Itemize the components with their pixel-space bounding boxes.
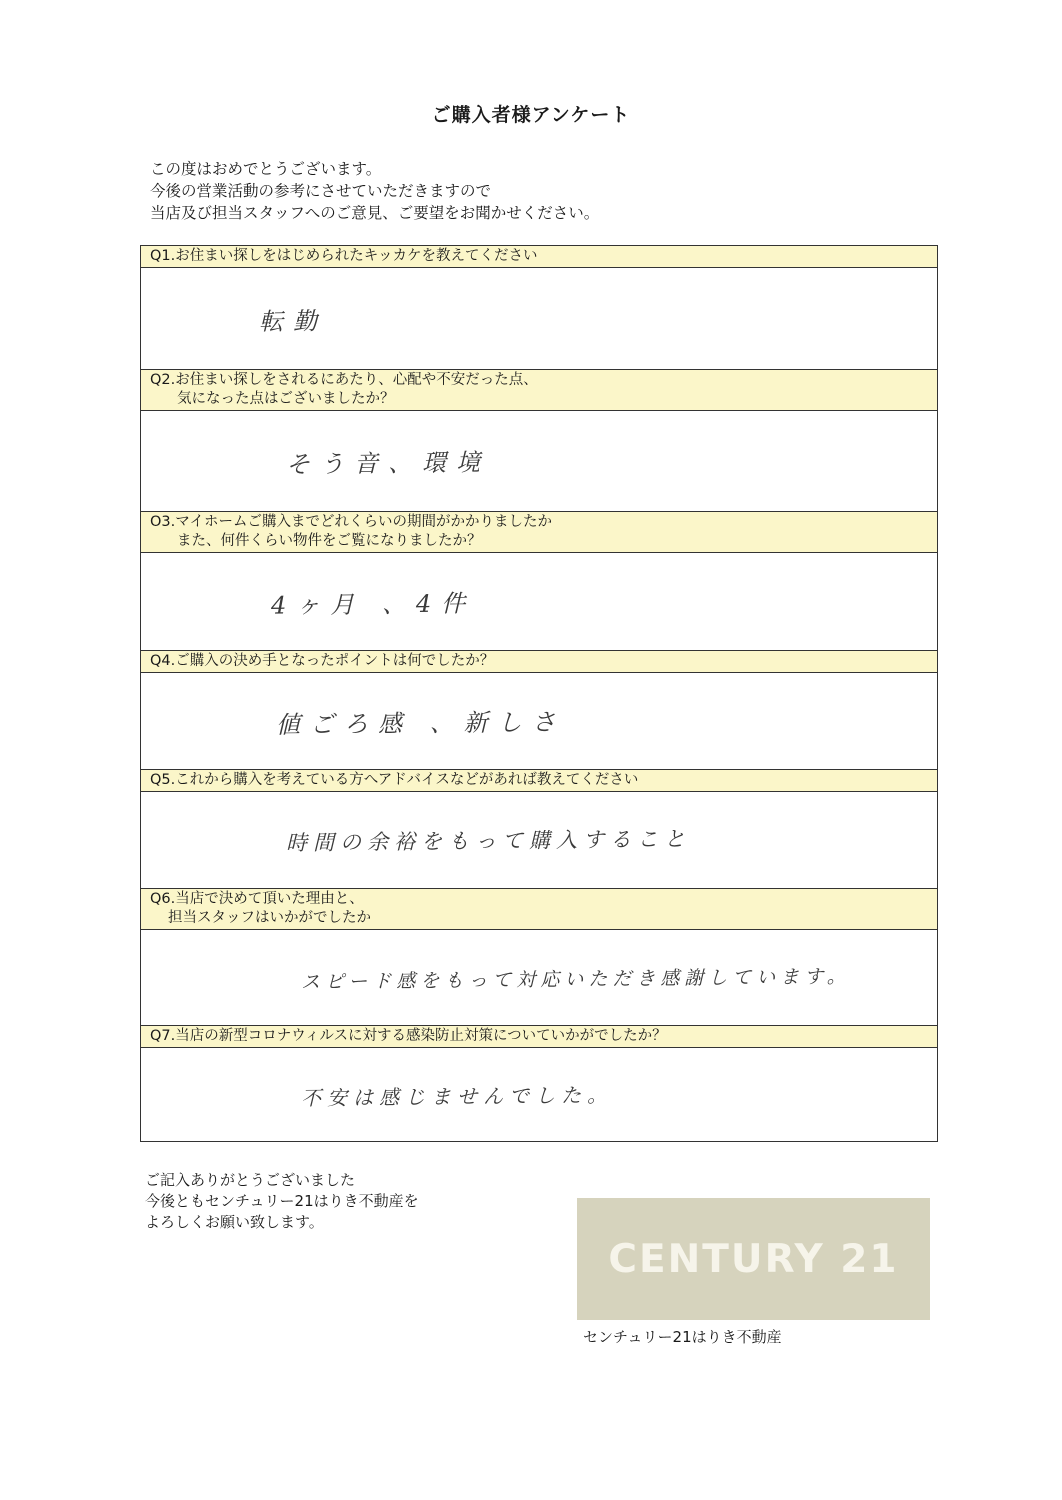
survey-table	[140, 245, 938, 1142]
thanks-message: ご記入ありがとうございました 今後ともセンチュリー21はりき不動産を よろしくお願い致します。	[145, 1171, 419, 1231]
century21-logo	[577, 1198, 930, 1320]
logo-text: CENTURY 21	[608, 1236, 899, 1282]
handwritten-answer: そう音、環境	[285, 448, 491, 479]
answer-box-q6	[141, 930, 937, 1026]
answer-box-q3	[141, 553, 937, 651]
answer-box-q4	[141, 673, 937, 770]
question-header-q3: O3.マイホームご購入までどれくらいの期間がかかりましたか また、何件くらい物件をご覧になりましたか？	[141, 512, 937, 553]
intro-line: この度はおめでとうございます。	[150, 160, 382, 178]
answer-box-q7	[141, 1048, 937, 1141]
intro-line: 今後の営業活動の参考にさせていただきますので	[150, 182, 492, 200]
handwritten-answer: 不安は感じませんでした。	[300, 1082, 614, 1110]
handwritten-answer: 転勤	[258, 306, 328, 336]
question-header-q4: Q4.ご購入の決め手となったポイントは何でしたか？	[141, 651, 937, 673]
handwritten-answer: 値ごろ感 、新しさ	[275, 707, 566, 740]
question-header-q1: Q1.お住まい探しをはじめられたキッカケを教えてください	[141, 246, 937, 268]
question-header-q6: Q6.当店で決めて頂いた理由と、 担当スタッフはいかがでしたか	[141, 889, 937, 930]
question-header-q7: Q7.当店の新型コロナウィルスに対する感染防止対策についていかがでしたか？	[141, 1026, 937, 1048]
question-header-q2: Q2.お住まい探しをされるにあたり、心配や不安だった点、 気になった点はございましたか？	[141, 370, 937, 411]
answer-box-q1	[141, 268, 937, 370]
intro-text	[150, 158, 599, 224]
page-title: ご購入者様アンケート	[431, 104, 631, 126]
handwritten-answer: 時間の余裕をもって購入すること	[285, 826, 692, 856]
company-name: センチュリー21はりき不動産	[583, 1328, 782, 1346]
answer-box-q2	[141, 411, 937, 512]
intro-line: 当店及び担当スタッフへのご意見、ご要望をお聞かせください。	[150, 204, 600, 222]
handwritten-answer: スピード感をもって対応いただき感謝しています。	[300, 965, 851, 993]
question-header-q5: Q5.これから購入を考えている方へアドバイスなどがあれば教えてください	[141, 770, 937, 792]
handwritten-answer: 4ヶ月 、4件	[270, 588, 476, 620]
answer-box-q5	[141, 792, 937, 889]
